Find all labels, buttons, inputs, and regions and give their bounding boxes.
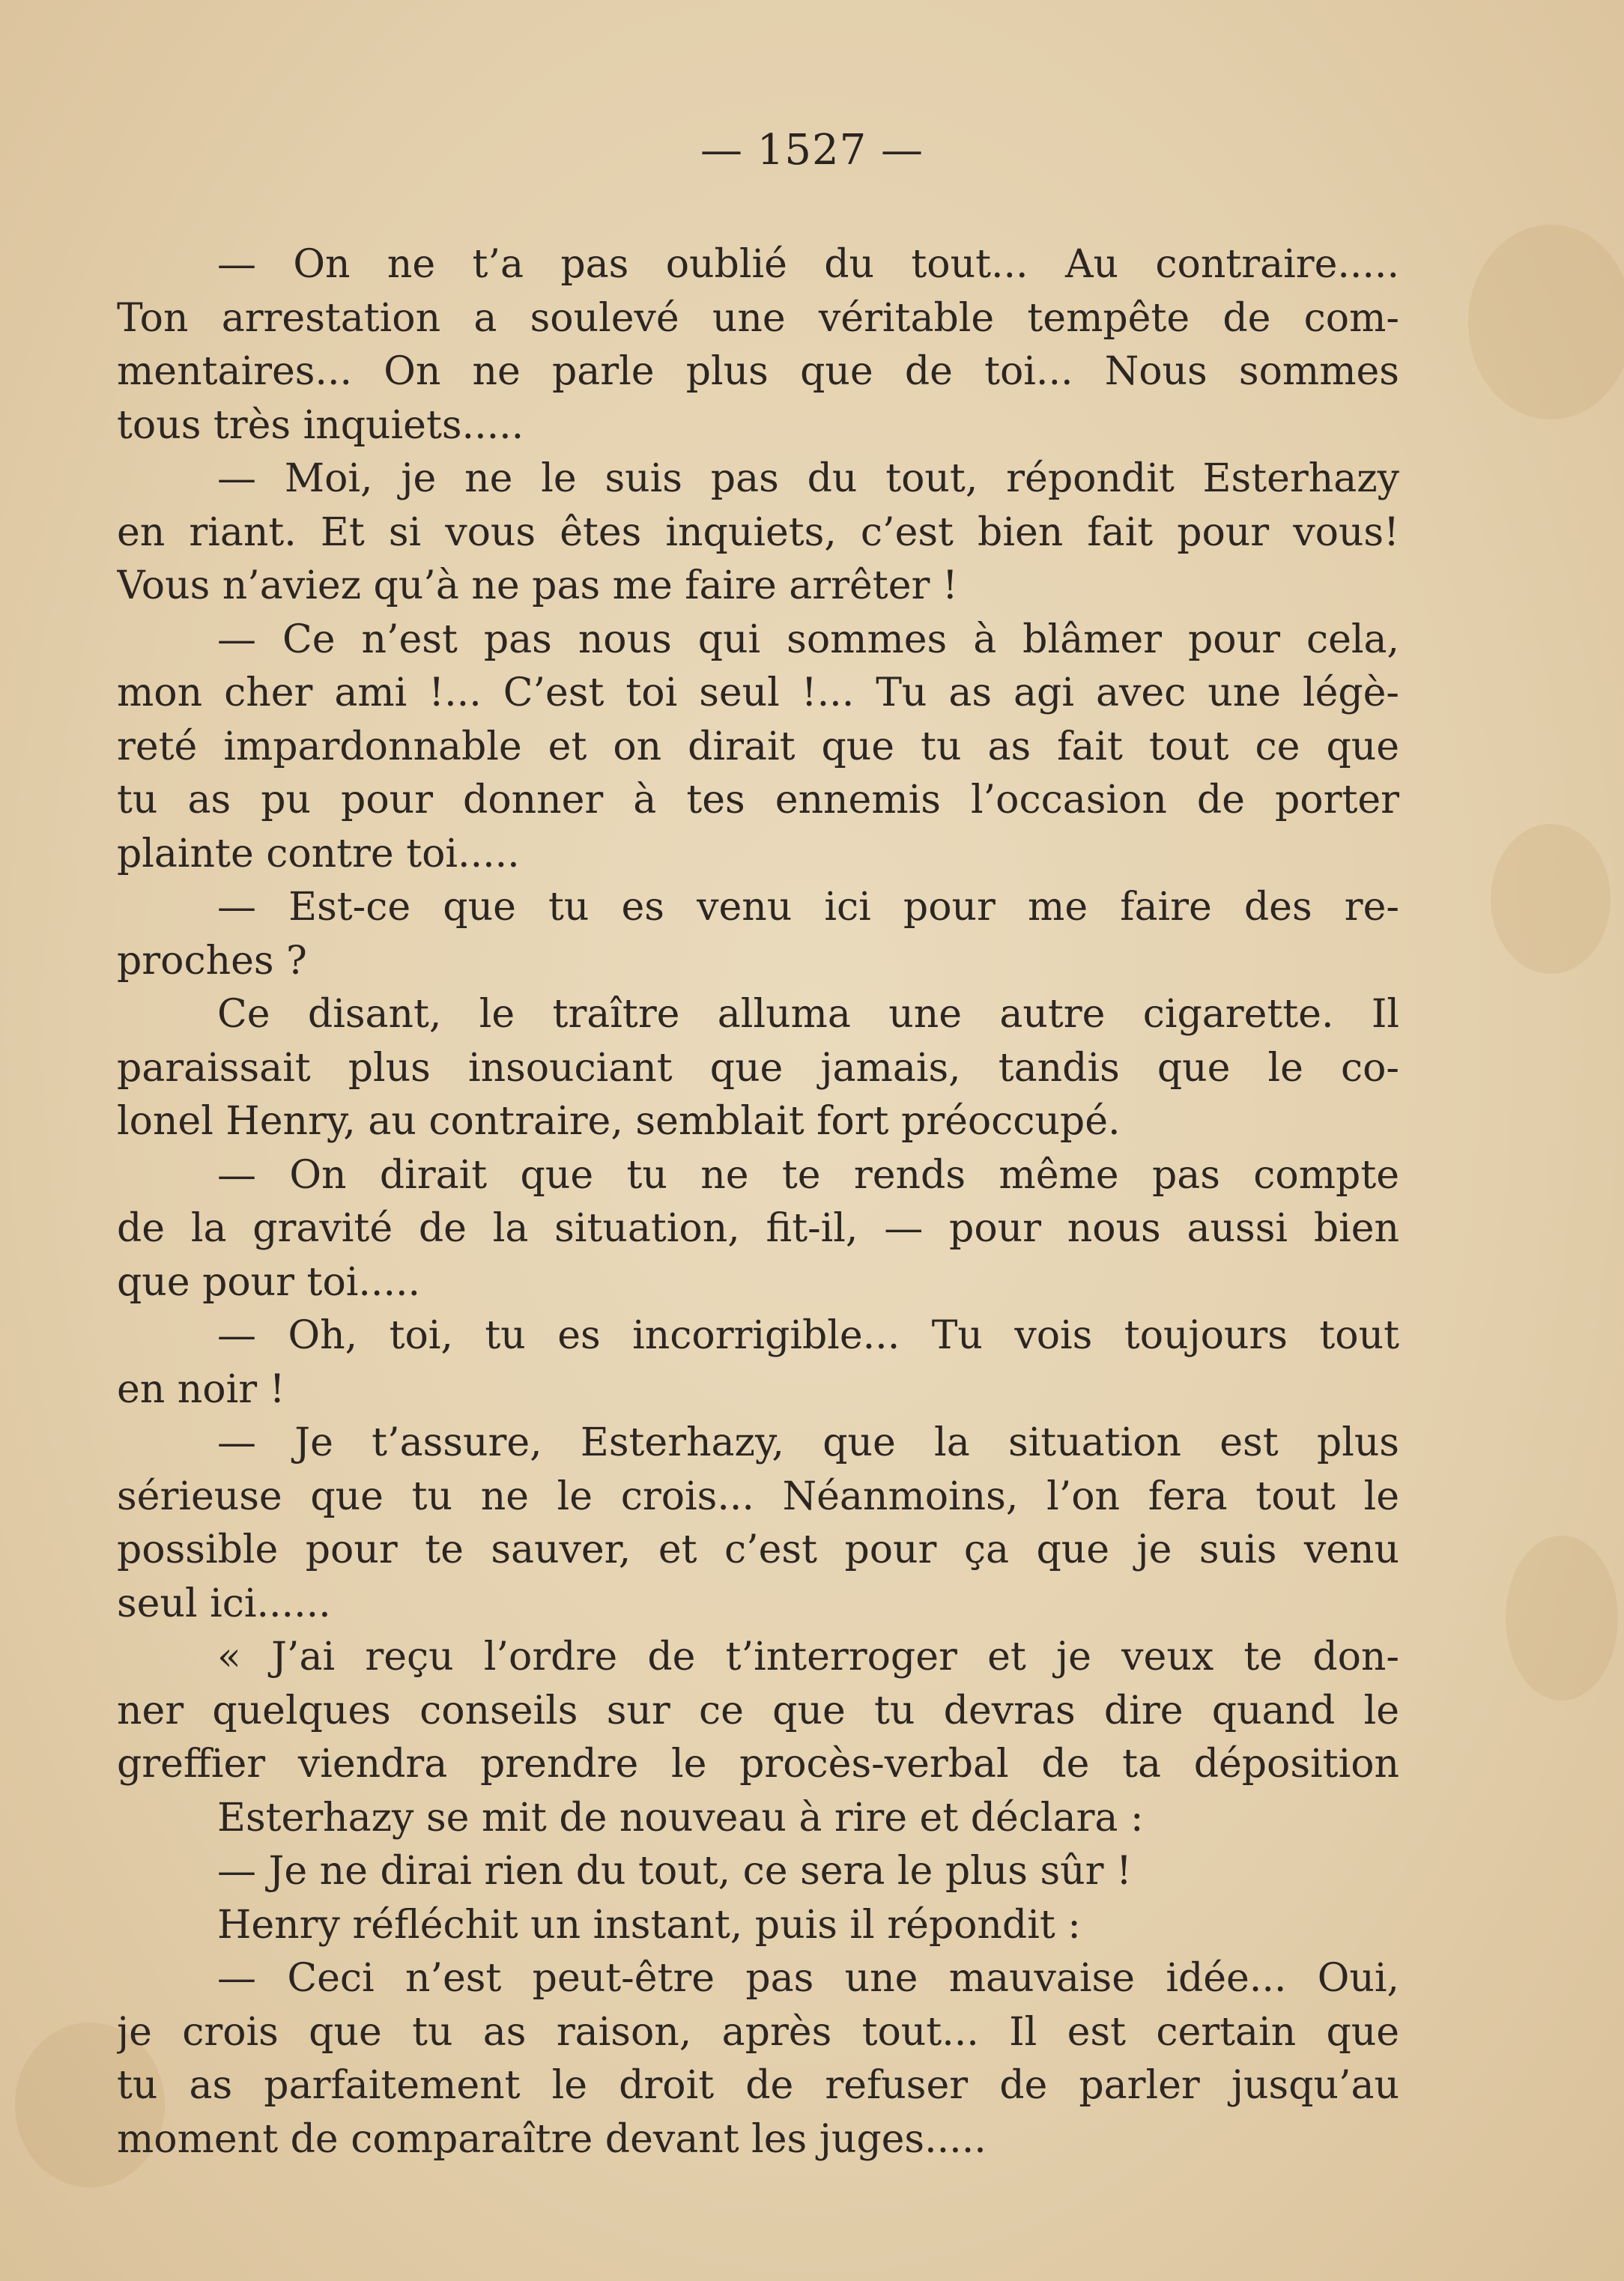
- paper-stain: [1506, 1536, 1618, 1700]
- text-line: de la gravité de la situation, fit-il, — pour nous aussi bien: [117, 1206, 1399, 1251]
- text-line: — Ce n’est pas nous qui sommes à blâmer pour cela,: [217, 617, 1399, 662]
- paper-stain: [1491, 824, 1611, 974]
- text-line: tous très inquiets.....: [117, 402, 524, 448]
- paper-stain: [1468, 225, 1624, 419]
- text-line: ner quelques conseils sur ce que tu devras dire quand le: [117, 1688, 1399, 1733]
- text-line: — On ne t’a pas oublié du tout... Au contraire.....: [217, 242, 1399, 287]
- text-line: — Je t’assure, Esterhazy, que la situation est plus: [217, 1420, 1399, 1465]
- text-line: lonel Henry, au contraire, semblait fort préoccupé.: [117, 1099, 1121, 1144]
- text-line: proches ?: [117, 938, 307, 984]
- text-line: Ce disant, le traître alluma une autre cigarette. Il: [217, 992, 1399, 1037]
- text-line: tu as pu pour donner à tes ennemis l’occasion de porter: [117, 778, 1399, 823]
- text-line: Vous n’aviez qu’à ne pas me faire arrêter !: [117, 563, 958, 608]
- text-line: en noir !: [117, 1366, 285, 1412]
- text-line: possible pour te sauver, et c’est pour ça que je suis venu: [117, 1527, 1399, 1572]
- text-line: mentaires... On ne parle plus que de toi... Nous sommes: [117, 349, 1399, 394]
- text-line: Esterhazy se mit de nouveau à rire et déclara :: [217, 1795, 1144, 1841]
- text-line: paraissait plus insouciant que jamais, tandis que le co-: [117, 1045, 1399, 1091]
- text-line: reté impardonnable et on dirait que tu as fait tout ce que: [117, 724, 1399, 769]
- text-line: mon cher ami !... C’est toi seul !... Tu as agi avec une légè-: [117, 670, 1399, 715]
- text-line: — Je ne dirai rien du tout, ce sera le plus sûr !: [217, 1849, 1132, 1894]
- body-text: [117, 238, 1399, 2166]
- text-line: seul ici......: [117, 1581, 331, 1626]
- text-line: Ton arrestation a soulevé une véritable tempête de com-: [117, 295, 1399, 341]
- text-line: je crois que tu as raison, après tout... Il est certain que: [117, 2009, 1399, 2055]
- page-number: — 1527 —: [700, 126, 924, 175]
- text-line: — On dirait que tu ne te rends même pas compte: [217, 1152, 1399, 1198]
- text-line: moment de comparaître devant les juges.....: [117, 2116, 987, 2162]
- text-line: sérieuse que tu ne le crois... Néanmoins, l’on fera tout le: [117, 1473, 1399, 1519]
- text-line: Henry réfléchit un instant, puis il répondit :: [217, 1902, 1081, 1948]
- text-line: — Oh, toi, tu es incorrigible... Tu vois toujours tout: [217, 1313, 1399, 1358]
- text-line: greffier viendra prendre le procès-verbal de ta déposition: [117, 1742, 1399, 1787]
- text-line: — Est-ce que tu es venu ici pour me faire des re-: [217, 885, 1399, 930]
- text-line: — Moi, je ne le suis pas du tout, répondit Esterhazy: [217, 456, 1399, 501]
- text-line: que pour toi.....: [117, 1259, 421, 1305]
- text-line: plainte contre toi.....: [117, 831, 520, 876]
- text-line: tu as parfaitement le droit de refuser de parler jusqu’au: [117, 2063, 1399, 2108]
- text-line: en riant. Et si vous êtes inquiets, c’est bien fait pour vous!: [117, 509, 1399, 555]
- text-line: — Ceci n’est peut-être pas une mauvaise idée... Oui,: [217, 1956, 1399, 2001]
- text-line: « J’ai reçu l’ordre de t’interroger et je veux te don-: [217, 1635, 1399, 1679]
